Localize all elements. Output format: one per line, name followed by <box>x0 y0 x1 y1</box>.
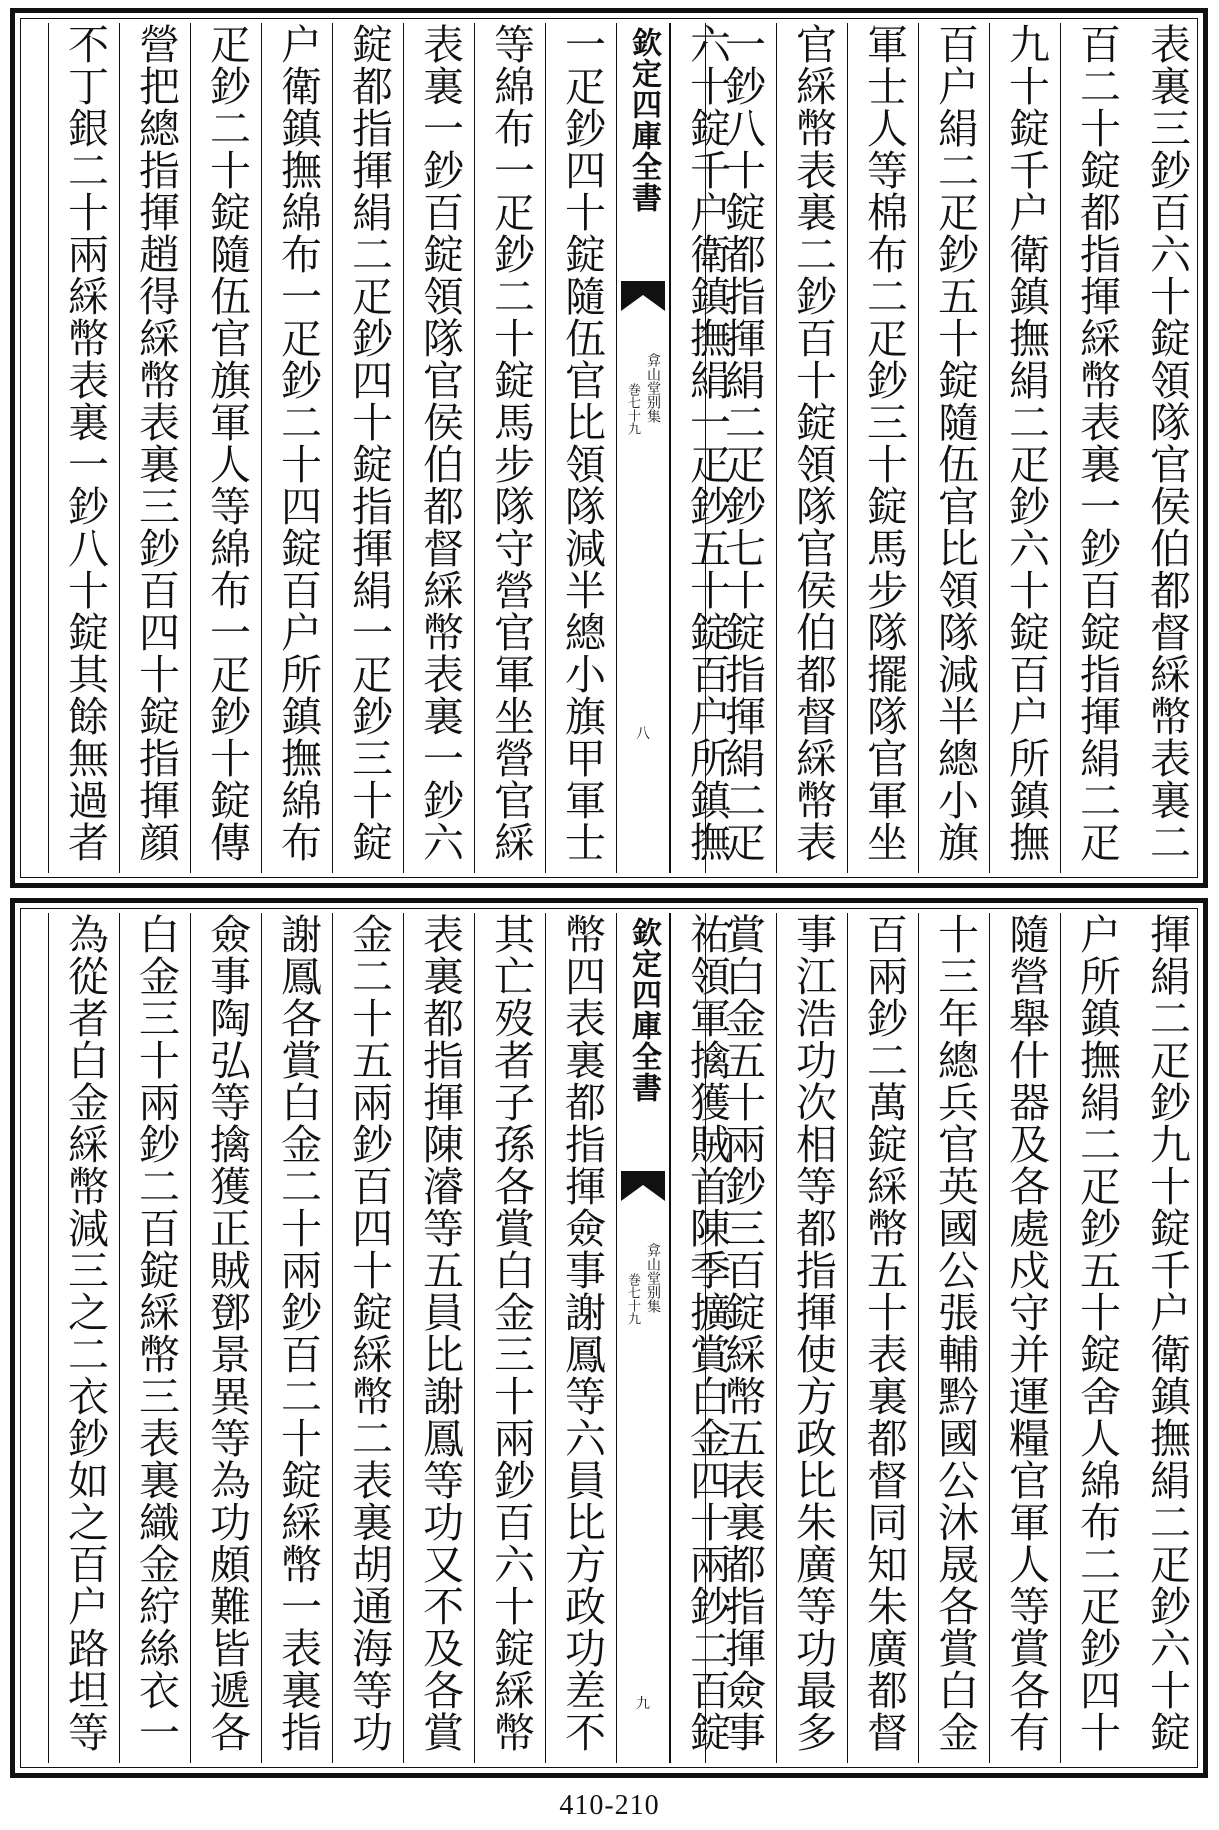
text-column: 祐領軍擒獲賊首陳季擴賞白金四十兩鈔二百錠 <box>670 913 742 1763</box>
book-series-title: 欽定四庫全書 <box>626 27 661 213</box>
book-title: 弇山堂别集 <box>645 353 661 423</box>
center-fold <box>616 913 670 1763</box>
text-column: 百兩鈔二萬錠綵幣五十表裏都督同知朱廣都督 <box>847 913 919 1763</box>
text-column: 白金三十兩鈔二百錠綵幣三表裏織金紵絲衣一 <box>119 913 191 1763</box>
text-column: 軍士人等棉布二疋鈔三十錠馬步隊擺隊官軍坐 <box>847 23 919 873</box>
fishtail-mark-icon <box>621 281 665 311</box>
text-column: 等綿布一疋鈔二十錠馬步隊守營官軍坐營官綵 <box>474 23 546 873</box>
text-column: 一疋鈔四十錠隨伍官比領隊減半總小旗甲軍士 <box>545 23 617 873</box>
text-column: 事江浩功次相等都指揮使方政比朱廣等功最多 <box>776 913 848 1763</box>
page-number: 八 <box>636 726 650 742</box>
text-column: 為從者白金綵幣減三之二衣鈔如之百户路坦等 <box>48 913 120 1763</box>
volume-label: 巻七十九 <box>625 1273 640 1325</box>
book-series-title: 欽定四庫全書 <box>626 917 661 1103</box>
text-column: 百户絹二疋鈔五十錠隨伍官比領隊減半總小旗 <box>918 23 990 873</box>
center-fold <box>616 23 670 873</box>
page-number: 九 <box>636 1696 650 1712</box>
page-footer-number: 410-210 <box>559 1790 660 1821</box>
book-title: 弇山堂别集 <box>645 1243 661 1313</box>
text-column: 金二十五兩鈔百四十錠綵幣二表裏胡通海等功 <box>332 913 404 1763</box>
text-column: 一鈔八十錠都指揮絹二疋鈔七十錠指揮絹二疋 <box>705 23 777 873</box>
text-column: 表裏一鈔百錠領隊官侯伯都督綵幣表裏一鈔六 <box>403 23 475 873</box>
bottom-page <box>10 898 1208 1778</box>
text-column: 户衛鎮撫綿布一疋鈔二十四錠百户所鎮撫綿布 <box>261 23 333 873</box>
fishtail-mark-icon <box>621 1171 665 1201</box>
text-column: 六十錠千户衛鎮撫絹一疋鈔五十錠百户所鎮撫 <box>670 23 742 873</box>
text-column: 謝鳳各賞白金二十兩鈔百二十錠綵幣一表裏指 <box>261 913 333 1763</box>
text-column: 揮絹二疋鈔九十錠千户衛鎮撫絹二疋鈔六十錠 <box>1143 913 1191 1753</box>
top-page-text-area <box>25 23 1193 873</box>
text-column: 其亡歿者子孫各賞白金三十兩鈔百六十錠綵幣 <box>474 913 546 1763</box>
text-column: 官綵幣表裏二鈔百十錠領隊官侯伯都督綵幣表 <box>776 23 848 873</box>
text-column: 户所鎮撫絹二疋鈔五十錠舍人綿布二疋鈔四十 <box>1060 913 1132 1763</box>
top-page <box>10 8 1208 888</box>
bottom-page-text-area <box>25 913 1193 1763</box>
text-column: 營把總指揮趙得綵幣表裏三鈔百四十錠指揮顔 <box>119 23 191 873</box>
text-column: 隨營舉什器及各處戍守并運糧官軍人等賞各有 <box>989 913 1061 1763</box>
text-column: 疋鈔二十錠隨伍官旗軍人等綿布一疋鈔十錠傳 <box>190 23 262 873</box>
text-column: 錠都指揮絹二疋鈔四十錠指揮絹一疋鈔三十錠 <box>332 23 404 873</box>
text-column: 幣四表裏都指揮僉事謝鳳等六員比方政功差不 <box>545 913 617 1763</box>
text-column: 表裏三鈔百六十錠領隊官侯伯都督綵幣表裏二 <box>1143 23 1191 863</box>
text-column: 百二十錠都指揮綵幣表裏一鈔百錠指揮絹二疋 <box>1060 23 1132 873</box>
text-column: 不丁銀二十兩綵幣表裏一鈔八十錠其餘無過者 <box>48 23 120 873</box>
text-column: 賞白金五十兩鈔三百錠綵幣五表裏都指揮僉事 <box>705 913 777 1763</box>
volume-label: 巻七十九 <box>625 383 640 435</box>
text-column: 僉事陶弘等擒獲正賊鄧景異等為功頗難皆遞各 <box>190 913 262 1763</box>
text-column: 十三年總兵官英國公張輔黔國公沐晟各賞白金 <box>918 913 990 1763</box>
text-column: 九十錠千户衛鎮撫絹二疋鈔六十錠百户所鎮撫 <box>989 23 1061 873</box>
text-column: 表裏都指揮陳濬等五員比謝鳳等功又不及各賞 <box>403 913 475 1763</box>
